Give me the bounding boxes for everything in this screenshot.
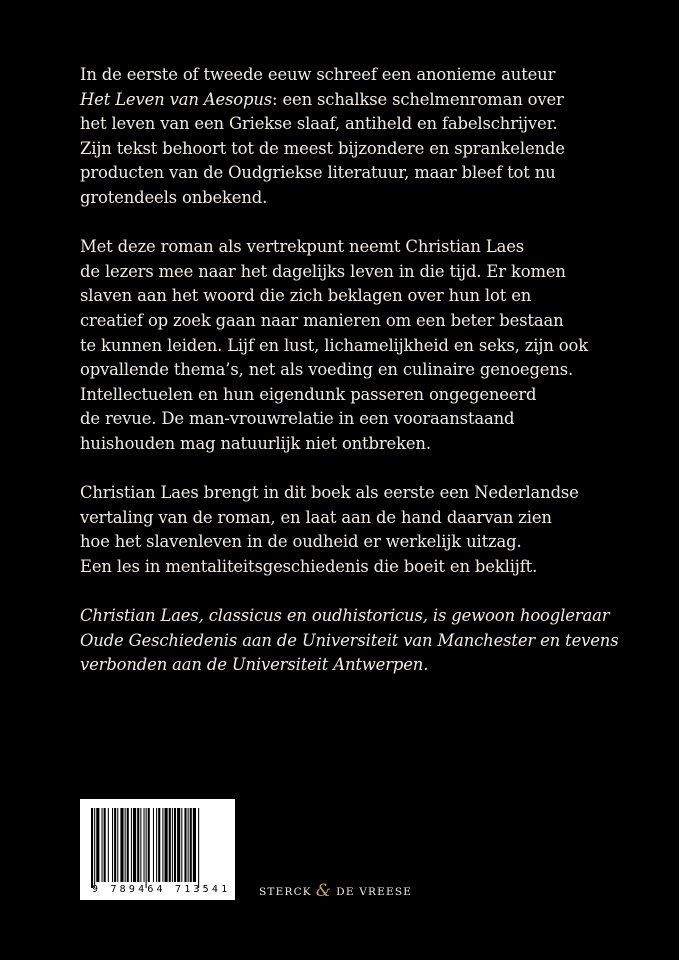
- text-line: vertaling van de roman, en laat aan de hand daarvan zien: [80, 507, 552, 527]
- barcode-bar: [133, 808, 136, 882]
- barcode-bar: [96, 808, 99, 882]
- text-line: [80, 88, 660, 113]
- barcode-bar: [172, 808, 173, 882]
- text-line: Oude Geschiedenis aan de Universiteit van Manchester en tevens: [80, 630, 619, 650]
- barcode-bar: [137, 808, 139, 882]
- text-line: de revue. De man-vrouwrelatie in een vooraanstaand: [80, 409, 515, 429]
- barcode-bar: [174, 808, 176, 882]
- text-line: producten van de Oudgriekse literatuur, maar bleef tot nu: [80, 163, 556, 183]
- isbn-barcode: [80, 799, 235, 900]
- barcode-bar: [91, 808, 93, 888]
- barcode-bar: [102, 808, 103, 882]
- text-fragment: : een schalkse schelmenroman over: [272, 89, 564, 109]
- barcode-bar: [120, 808, 123, 882]
- barcode-bar: [127, 808, 129, 882]
- barcode-bar: [104, 808, 106, 882]
- publisher-logo: [259, 880, 412, 900]
- translation-paragraph: [80, 481, 660, 579]
- book-title: Het Leven van Aesopus: [80, 89, 273, 109]
- barcode-bar: [193, 808, 196, 882]
- barcode-bar: [108, 808, 109, 882]
- text-line: huishouden mag natuurlijk niet ontbreken.: [80, 433, 431, 453]
- barcode-bar: [112, 808, 113, 882]
- barcode-bar: [125, 808, 126, 882]
- intro-paragraph: [80, 63, 660, 211]
- text-line: hoe het slavenleven in de oudheid er werkelijk uitzag.: [80, 532, 522, 552]
- barcode-bar: [177, 808, 180, 882]
- text-line: Een les in mentaliteitsgeschiedenis die boeit en beklijft.: [80, 556, 538, 576]
- barcode-bar: [140, 808, 141, 882]
- text-line: opvallende thema’s, net als voeding en culinaire genoegens.: [80, 360, 574, 380]
- barcode-bar: [148, 808, 150, 882]
- text-line: het leven van een Griekse slaaf, antiheld en fabelschrijver.: [80, 114, 558, 134]
- text-line: grotendeels onbekend.: [80, 187, 268, 207]
- barcode-bar: [169, 808, 171, 882]
- barcode-bar: [190, 808, 192, 882]
- barcode-bar: [131, 808, 132, 882]
- text-line: te kunnen leiden. Lijf en lust, lichamelijkheid en seks, zijn ook: [80, 335, 589, 355]
- publisher-name-right: DE VREESE: [336, 886, 413, 898]
- author-bio: [80, 604, 660, 678]
- barcode-bar: [146, 808, 147, 888]
- barcode-bar: [181, 808, 182, 882]
- barcode-bar: [117, 808, 118, 882]
- text-line: creatief op zoek gaan naar manieren om een beter bestaan: [80, 310, 564, 330]
- barcode-bar: [153, 808, 154, 882]
- text-line: verbonden aan de Universiteit Antwerpen.: [80, 655, 429, 675]
- barcode-bar: [162, 808, 163, 882]
- barcode-bar: [188, 808, 189, 882]
- barcode-bar: [158, 808, 160, 882]
- barcode-bar: [165, 808, 168, 882]
- text-line: Christian Laes, classicus en oudhistoricus, is gewoon hoogleraar: [80, 606, 610, 626]
- publisher-ampersand: &: [315, 881, 333, 901]
- content-paragraph: [80, 235, 660, 456]
- barcode-bar: [144, 808, 145, 882]
- text-line: Christian Laes brengt in dit boek als eerste een Nederlandse: [80, 483, 579, 503]
- barcode-bar: [184, 808, 186, 882]
- text-line: Met deze roman als vertrekpunt neemt Christian Laes: [80, 237, 525, 257]
- text-line: In de eerste of tweede eeuw schreef een anonieme auteur: [80, 65, 556, 84]
- barcode-bar: [94, 808, 95, 888]
- isbn-digits: 9 789464 713541: [92, 884, 231, 895]
- publisher-name-left: STERCK: [259, 886, 312, 898]
- text-line: Intellectuelen en hun eigendunk passeren ongegeneerd: [80, 384, 537, 404]
- text-line: slaven aan het woord die zich beklagen over hun lot en: [80, 286, 532, 306]
- barcode-bar: [156, 808, 157, 882]
- text-line: de lezers mee naar het dagelijks leven in die tijd. Er komen: [80, 261, 566, 281]
- barcode-bar: [198, 808, 199, 888]
- barcode-bar: [114, 808, 116, 882]
- back-cover-text: [80, 63, 660, 702]
- text-line: Zijn tekst behoort tot de meest bijzondere en sprankelende: [80, 138, 565, 158]
